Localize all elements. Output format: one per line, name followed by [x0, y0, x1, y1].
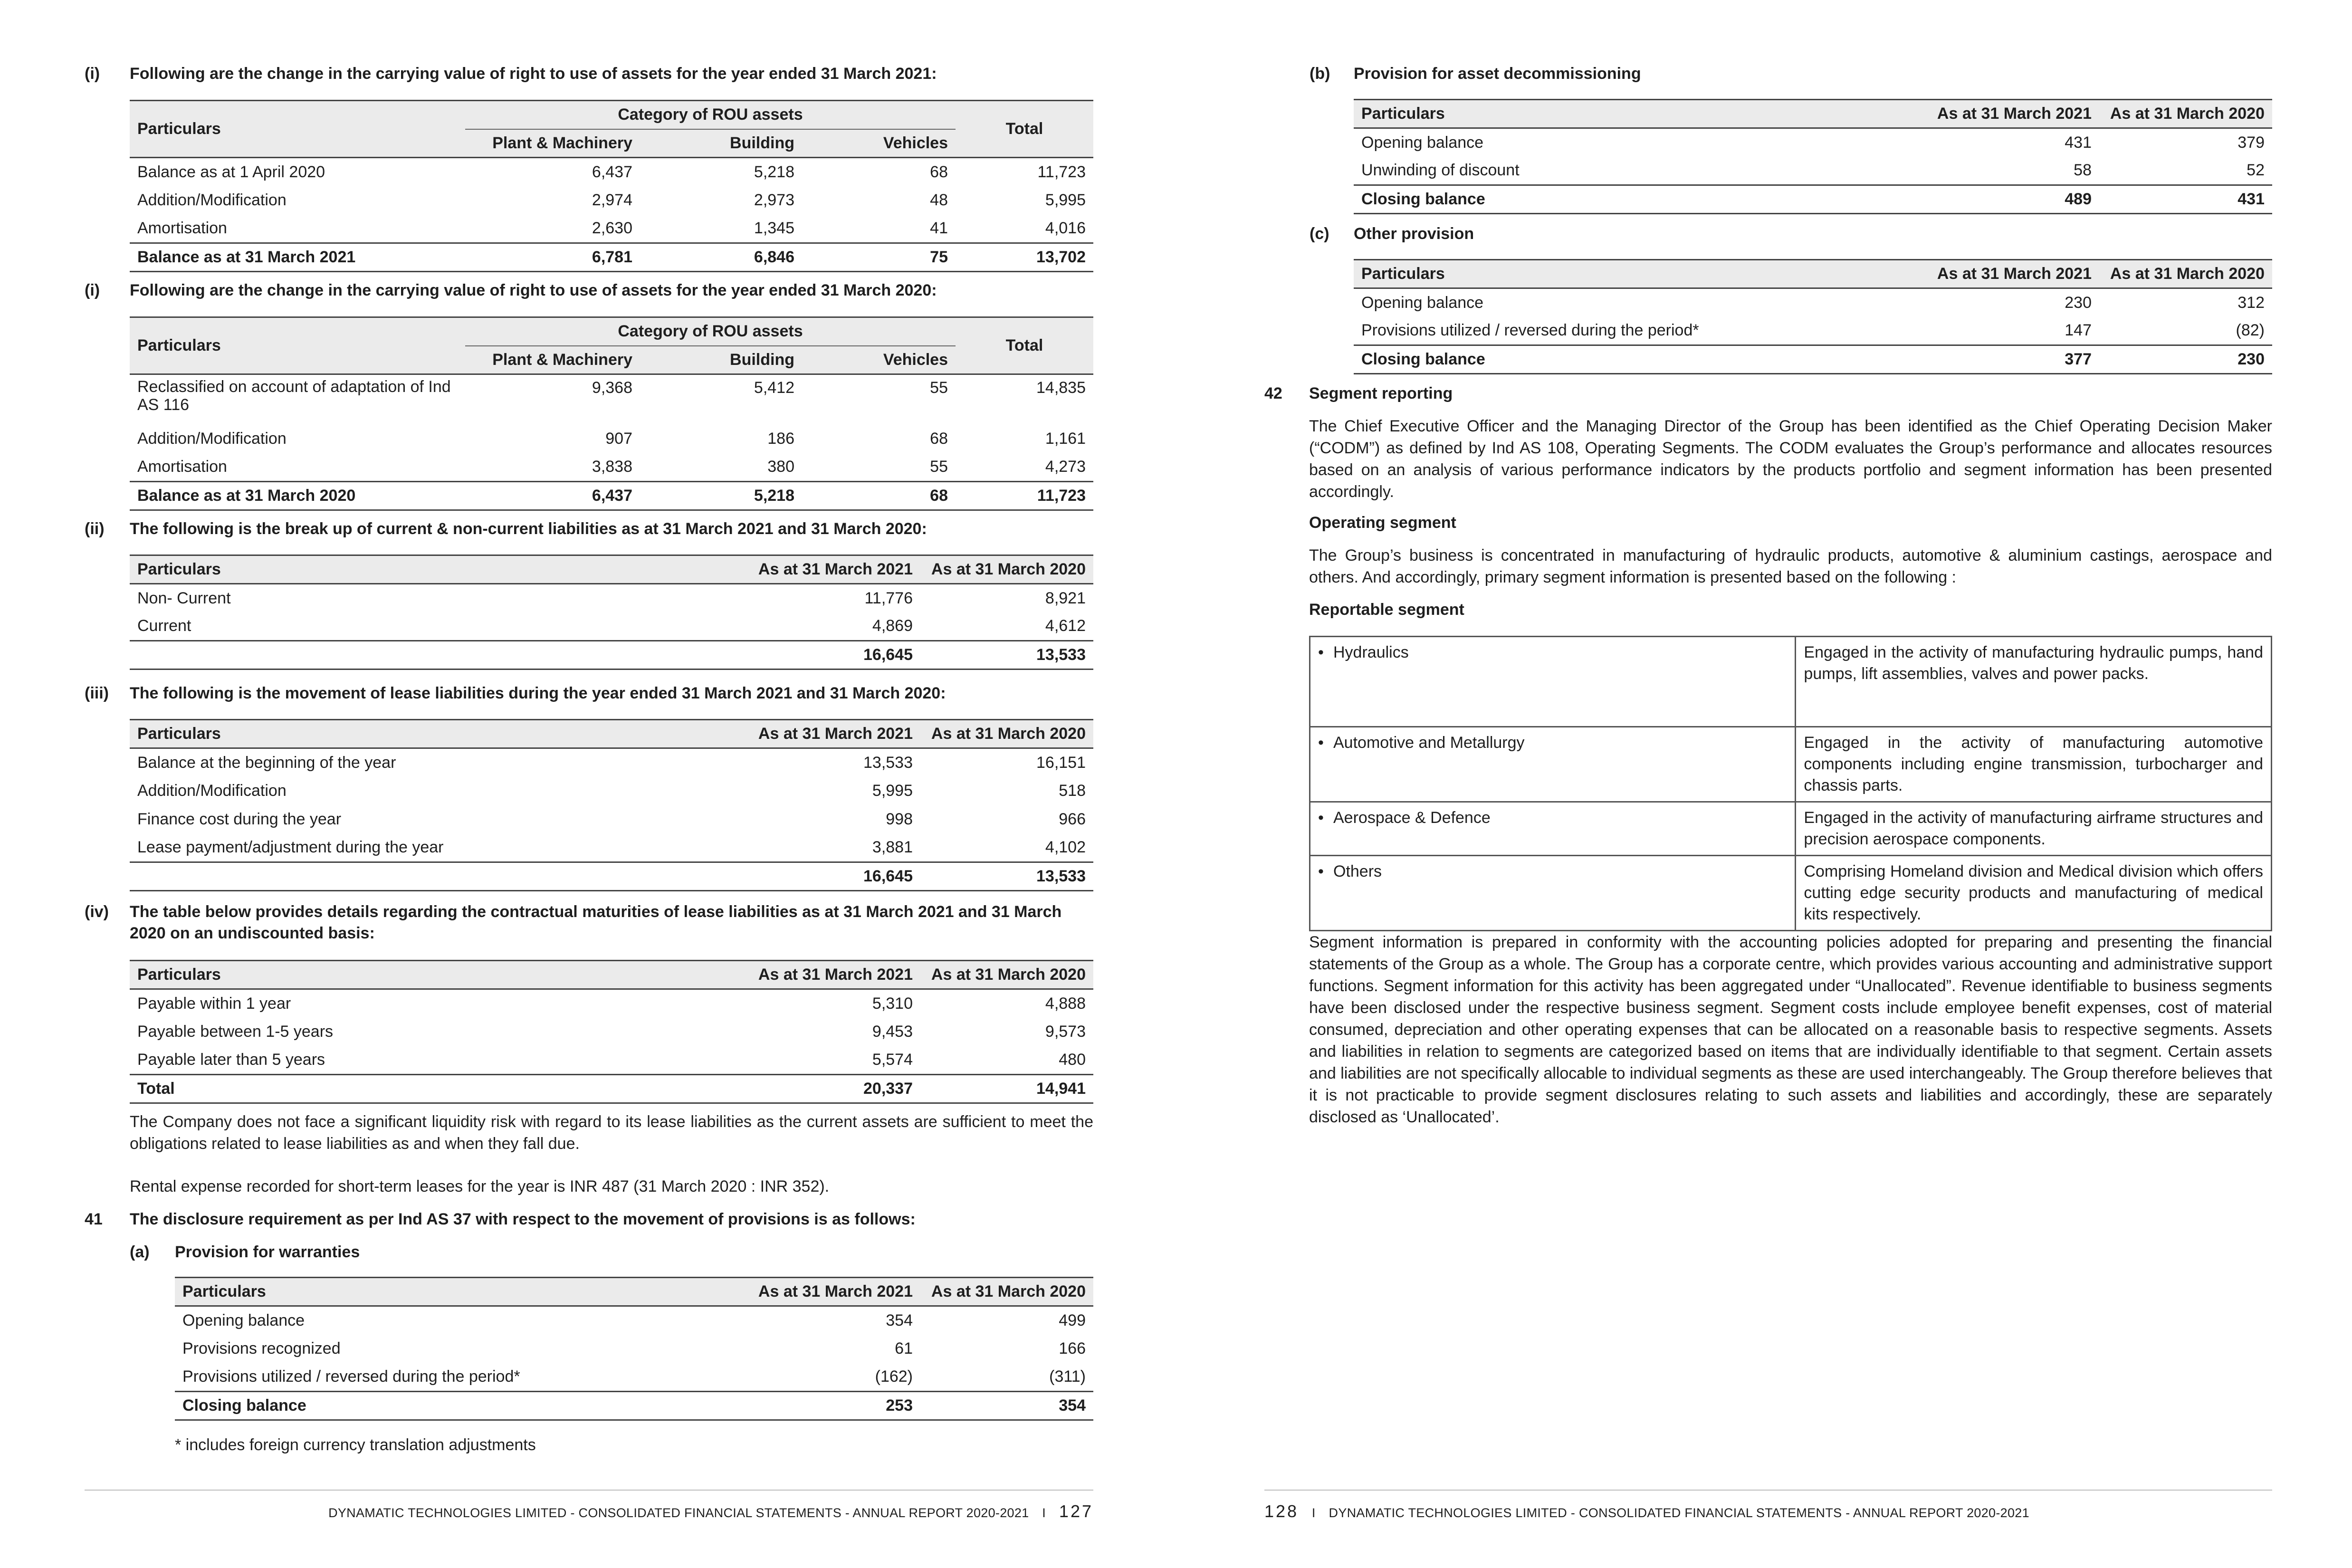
segment-row — [1310, 727, 2272, 802]
col-header: As at 31 March 2020 — [920, 720, 1093, 748]
row-label — [130, 862, 747, 891]
col-header: As at 31 March 2021 — [747, 555, 920, 584]
row-label: Current — [137, 617, 191, 635]
maturities-table — [130, 960, 1093, 1104]
table-row — [130, 186, 1093, 215]
row-label: Payable within 1 year — [137, 994, 291, 1013]
section-title: The table below provides details regarding the contractual maturities of lease liabilities as at 31 March 2021 and 31 March 2020 on an undiscounted basis: — [130, 903, 1062, 942]
warranties-table — [175, 1277, 1093, 1421]
col-header: Particulars — [130, 555, 747, 584]
cell-value: 253 — [747, 1392, 920, 1420]
cell-value: 9,453 — [872, 1023, 913, 1041]
cell-value: 9,573 — [1045, 1023, 1086, 1041]
col-header: Plant & Machinery — [465, 346, 640, 374]
row-label: Opening balance — [182, 1311, 305, 1329]
sub-title: Other provision — [1354, 225, 1474, 243]
cell-value: 6,781 — [465, 243, 640, 272]
table-row — [1354, 317, 2272, 345]
table-row — [130, 1018, 1093, 1046]
table-row — [130, 834, 1093, 862]
cell-value: 55 — [930, 379, 948, 397]
cell-value: 380 — [767, 458, 794, 476]
table-row — [130, 1046, 1093, 1075]
cell-value: 14,941 — [920, 1075, 1093, 1103]
cell-value: 4,273 — [1045, 458, 1086, 476]
cell-value: 2,630 — [592, 219, 632, 238]
table-row — [130, 805, 1093, 834]
lease-movement-table — [130, 719, 1093, 891]
cell-value: 6,437 — [465, 482, 640, 510]
page-number: 127 — [1059, 1501, 1093, 1521]
segment-row — [1310, 802, 2272, 856]
col-header: As at 31 March 2021 — [1926, 260, 2099, 288]
cell-value: 230 — [2065, 293, 2092, 312]
col-header: Total — [956, 101, 1093, 158]
cell-value: 431 — [2099, 185, 2272, 214]
cell-value: 58 — [2074, 161, 2092, 180]
col-header: Vehicles — [802, 129, 956, 158]
section-number: (iv) — [85, 903, 109, 921]
row-label: Balance as at 31 March 2021 — [130, 243, 465, 272]
table-row — [130, 777, 1093, 805]
cell-value: 230 — [2099, 345, 2272, 374]
row-label: Closing balance — [1354, 185, 1926, 214]
col-header: Building — [640, 346, 802, 374]
sub-title: Provision for asset decommissioning — [1354, 65, 1641, 83]
other-provision-heading — [1310, 223, 2260, 245]
maturities-heading — [85, 901, 1101, 944]
codm-paragraph: The Chief Executive Officer and the Managing Director of the Group has been identified as the Chief Operating Decision Maker (“CODM”) as defined by Ind AS 108, Operating Segments. The CODM evaluates the Group’s performance and allocates resources based on an analysis of various performance indicators by the products portfolio and segment information has been presented accordingly. — [1309, 417, 2272, 501]
cell-value: 5,412 — [754, 379, 794, 397]
row-label: Lease payment/adjustment during the year — [137, 838, 444, 857]
liabilities-breakup-heading — [85, 518, 1101, 540]
col-header: Particulars — [130, 317, 465, 374]
total-row — [130, 1075, 1093, 1103]
total-row — [175, 1392, 1093, 1420]
sub-number: (c) — [1310, 225, 1329, 243]
cell-value: 2,974 — [592, 191, 632, 209]
cell-value: 3,838 — [592, 458, 632, 476]
section-title: Following are the change in the carrying value of right to use of assets for the year ended 31 March 2021: — [130, 65, 937, 83]
footer — [328, 1501, 1093, 1521]
segment-name: Automotive and Metallurgy — [1333, 734, 1525, 752]
cell-value: 4,016 — [1045, 219, 1086, 238]
cell-value: 4,888 — [1045, 994, 1086, 1013]
footer-rule — [85, 1490, 1093, 1491]
cell-value: 480 — [1059, 1051, 1086, 1069]
cell-value: 518 — [1059, 782, 1086, 800]
cell-value: 75 — [802, 243, 956, 272]
footer-text: DYNAMATIC TECHNOLOGIES LIMITED - CONSOLIDATED FINANCIAL STATEMENTS - ANNUAL REPORT 2020-2021 — [328, 1506, 1029, 1520]
col-header: Total — [956, 317, 1093, 374]
segment-description: Comprising Homeland division and Medical division which offers cutting edge security products and manufacturing of medical kits respectively. — [1796, 856, 2272, 931]
cell-value: 55 — [930, 458, 948, 476]
table-row — [1354, 128, 2272, 157]
table-row — [175, 1363, 1093, 1392]
decommissioning-heading — [1310, 63, 2260, 85]
cell-value: 5,574 — [872, 1051, 913, 1069]
cell-value: 966 — [1059, 810, 1086, 828]
sub-number: (b) — [1310, 65, 1330, 83]
col-header: Particulars — [1354, 260, 1926, 288]
row-label: Unwinding of discount — [1361, 161, 1520, 180]
cell-value: (311) — [1049, 1367, 1086, 1386]
segment-description: Engaged in the activity of manufacturing hydraulic pumps, hand pumps, lift assemblies, valves and power packs. — [1796, 637, 2272, 727]
col-header: Particulars — [130, 720, 747, 748]
col-header: Vehicles — [802, 346, 956, 374]
cell-value: 6,437 — [592, 163, 632, 181]
row-label: Addition/Modification — [137, 191, 287, 209]
row-label: Provisions recognized — [182, 1339, 341, 1358]
col-header: As at 31 March 2020 — [2099, 260, 2272, 288]
total-row — [130, 482, 1093, 510]
note-number: 41 — [85, 1210, 103, 1228]
col-header: Category of ROU assets — [465, 317, 956, 346]
operating-segment-paragraph: The Group’s business is concentrated in manufacturing of hydraulic products, automotive & aluminium castings, aerospace and others. And accordingly, primary segment information is presented based on the following : — [1309, 546, 2272, 586]
liabilities-breakup-table — [130, 555, 1093, 670]
cell-value: 166 — [1059, 1339, 1086, 1358]
total-row — [130, 862, 1093, 891]
cell-value: 489 — [1926, 185, 2099, 214]
cell-value: 5,218 — [754, 163, 794, 181]
table-row — [130, 425, 1093, 453]
cell-value: 1,161 — [1045, 430, 1086, 448]
bullet-icon: • — [1318, 862, 1324, 880]
operating-segment-heading: Operating segment — [1309, 514, 1456, 532]
total-row — [130, 243, 1093, 272]
row-label: Balance as at 1 April 2020 — [137, 163, 325, 181]
row-label: Reclassified on account of adaptation of Ind AS 116 — [137, 378, 451, 414]
cell-value: 186 — [767, 430, 794, 448]
cell-value: 147 — [2065, 321, 2092, 340]
col-header: As at 31 March 2020 — [2099, 100, 2272, 128]
col-header: As at 31 March 2021 — [747, 1278, 920, 1306]
rou-2021-heading — [85, 63, 1101, 85]
cell-value: 52 — [2247, 161, 2265, 180]
cell-value: 68 — [802, 482, 956, 510]
page-number: 128 — [1264, 1501, 1299, 1521]
total-row — [130, 641, 1093, 669]
segment-description: Engaged in the activity of manufacturing airframe structures and precision aerospace components. — [1796, 802, 2272, 856]
total-row — [1354, 185, 2272, 214]
row-label: Opening balance — [1361, 133, 1484, 152]
cell-value: 48 — [930, 191, 948, 209]
cell-value: 16,645 — [747, 862, 920, 891]
segment-row — [1310, 856, 2272, 931]
cell-value: 16,151 — [1036, 753, 1086, 772]
cell-value: 4,869 — [872, 617, 913, 635]
sub-number: (a) — [130, 1243, 150, 1261]
col-header: Category of ROU assets — [465, 101, 956, 129]
table-row — [175, 1306, 1093, 1335]
row-label: Provisions utilized / reversed during the period* — [182, 1367, 520, 1386]
cell-value: 4,102 — [1045, 838, 1086, 857]
cell-value: 13,702 — [956, 243, 1093, 272]
table-row — [175, 1335, 1093, 1363]
reportable-segment-heading: Reportable segment — [1309, 601, 1464, 619]
segment-information-paragraph: Segment information is prepared in conformity with the accounting policies adopted for preparing and presenting the financial statements of the Group as a whole. The Group has a corporate centre, which provides various accounting and administrative support functions. Segment information for this activity has been aggregated under “Unallocated”. Revenue identifiable to business segments have been disclosed under the respective business segment. Segment costs include employee benefit expenses, cost of material consumed, depreciation and other operating expenses that can be allocated on a reasonable basis to respective segments. Assets and liabilities in relation to segments are categorized based on items that are individually identifiable to that segment. Certain assets and liabilities are not specifically allocable to individual segments as these are used interchangeably. The Group therefore believes that it is not practicable to provide segment disclosures relating to such assets and liabilities and accordingly, these are separately disclosed as ‘Unallocated’. — [1309, 933, 2272, 1126]
footer-separator: I — [1042, 1506, 1046, 1520]
note-title: Segment reporting — [1309, 384, 1453, 402]
table-row — [1354, 288, 2272, 317]
col-header: As at 31 March 2021 — [747, 720, 920, 748]
cell-value: 3,881 — [872, 838, 913, 857]
footer-separator: I — [1311, 1506, 1316, 1520]
cell-value: 354 — [920, 1392, 1093, 1420]
footnote: * includes foreign currency translation adjustments — [175, 1436, 536, 1454]
cell-value: 8,921 — [1045, 589, 1086, 607]
rou-2020-table — [130, 316, 1093, 511]
cell-value: 379 — [2237, 133, 2265, 152]
col-header: Particulars — [175, 1278, 747, 1306]
table-row — [130, 989, 1093, 1018]
cell-value: 68 — [930, 163, 948, 181]
cell-value: 13,533 — [863, 753, 913, 772]
row-label: Closing balance — [1354, 345, 1926, 374]
total-row — [1354, 345, 2272, 374]
section-title: The following is the movement of lease liabilities during the year ended 31 March 2021 and 31 March 2020: — [130, 684, 946, 702]
rental-expense-note: Rental expense recorded for short-term leases for the year is INR 487 (31 March 2020 : INR 352). — [130, 1177, 830, 1195]
table-row — [130, 584, 1093, 612]
table-row — [130, 374, 1093, 425]
cell-value: 41 — [930, 219, 948, 238]
rou-2020-heading — [85, 280, 1101, 301]
cell-value: (82) — [2236, 321, 2265, 340]
col-header: As at 31 March 2020 — [920, 1278, 1093, 1306]
cell-value: 9,368 — [592, 379, 632, 397]
liquidity-note: The Company does not face a significant liquidity risk with regard to its lease liabilities as the current assets are sufficient to meet the obligations related to lease liabilities as and when they fall due. — [130, 1113, 1093, 1153]
col-header: Particulars — [1354, 100, 1926, 128]
segment-row — [1310, 637, 2272, 727]
bullet-icon: • — [1318, 734, 1324, 752]
table-row — [130, 453, 1093, 482]
footer — [1264, 1501, 2029, 1521]
section-number: (iii) — [85, 684, 109, 702]
warranties-heading — [130, 1242, 1080, 1263]
row-label: Balance as at 31 March 2020 — [130, 482, 465, 510]
cell-value: 5,995 — [1045, 191, 1086, 209]
cell-value: 11,723 — [956, 482, 1093, 510]
row-label: Addition/Modification — [137, 430, 287, 448]
bullet-icon: • — [1318, 643, 1324, 661]
note-number: 42 — [1264, 384, 1282, 402]
row-label: Provisions utilized / reversed during the period* — [1361, 321, 1699, 340]
col-header: Plant & Machinery — [465, 129, 640, 158]
cell-value: 61 — [895, 1339, 913, 1358]
footer-rule — [1264, 1490, 2272, 1491]
col-header: Particulars — [130, 101, 465, 158]
decommissioning-table — [1354, 99, 2272, 214]
cell-value: 2,973 — [754, 191, 794, 209]
row-label: Payable between 1-5 years — [137, 1023, 334, 1041]
cell-value: 5,995 — [872, 782, 913, 800]
row-label: Amortisation — [137, 458, 227, 476]
section-number: (i) — [85, 65, 100, 83]
cell-value: 5,310 — [872, 994, 913, 1013]
row-label: Balance at the beginning of the year — [137, 753, 396, 772]
cell-value: 6,846 — [640, 243, 802, 272]
segment-name: Hydraulics — [1333, 643, 1409, 661]
footer-text: DYNAMATIC TECHNOLOGIES LIMITED - CONSOLIDATED FINANCIAL STATEMENTS - ANNUAL REPORT 2020-2021 — [1329, 1506, 2029, 1520]
cell-value: 16,645 — [747, 641, 920, 669]
row-label: Payable later than 5 years — [137, 1051, 325, 1069]
reportable-segment-table — [1309, 636, 2272, 931]
segment-name: Others — [1333, 862, 1382, 880]
segment-description: Engaged in the activity of manufacturing automotive components including engine transmission, turbocharger and chassis parts. — [1796, 727, 2272, 802]
col-header: As at 31 March 2021 — [1926, 100, 2099, 128]
rou-2021-table — [130, 100, 1093, 272]
cell-value: 907 — [605, 430, 632, 448]
cell-value: 68 — [930, 430, 948, 448]
segment-reporting-heading — [1264, 383, 2262, 404]
lease-movement-heading — [85, 683, 1101, 704]
cell-value: 998 — [886, 810, 913, 828]
other-provision-table — [1354, 259, 2272, 374]
col-header: Particulars — [130, 961, 747, 989]
cell-value: 13,533 — [920, 641, 1093, 669]
right-page — [1176, 0, 2352, 1568]
col-header: Building — [640, 129, 802, 158]
note-title: The disclosure requirement as per Ind AS 37 with respect to the movement of provisions is as follows: — [130, 1210, 916, 1228]
cell-value: 377 — [1926, 345, 2099, 374]
section-title: Following are the change in the carrying value of right to use of assets for the year ended 31 March 2020: — [130, 281, 937, 299]
row-label: Total — [130, 1075, 747, 1103]
cell-value: 11,723 — [1037, 163, 1086, 181]
cell-value: 354 — [886, 1311, 913, 1329]
row-label: Addition/Modification — [137, 782, 287, 800]
table-row — [130, 612, 1093, 641]
table-row — [130, 158, 1093, 186]
segment-name: Aerospace & Defence — [1333, 809, 1491, 827]
col-header: As at 31 March 2020 — [920, 961, 1093, 989]
row-label: Finance cost during the year — [137, 810, 342, 828]
cell-value: 312 — [2237, 293, 2265, 312]
table-row — [130, 215, 1093, 243]
col-header: As at 31 March 2021 — [747, 961, 920, 989]
bullet-icon: • — [1318, 809, 1324, 827]
table-row — [1354, 157, 2272, 185]
row-label: Closing balance — [175, 1392, 747, 1420]
cell-value: 20,337 — [747, 1075, 920, 1103]
col-header: As at 31 March 2020 — [920, 555, 1093, 584]
section-title: The following is the break up of current & non-current liabilities as at 31 March 2021 and 31 March 2020: — [130, 520, 927, 538]
cell-value: 5,218 — [640, 482, 802, 510]
provisions-heading — [85, 1209, 1101, 1230]
section-number: (i) — [85, 281, 100, 299]
cell-value: (162) — [875, 1367, 913, 1386]
table-row — [130, 748, 1093, 777]
cell-value: 431 — [2065, 133, 2092, 152]
row-label — [130, 641, 747, 669]
row-label: Non- Current — [137, 589, 231, 607]
cell-value: 13,533 — [920, 862, 1093, 891]
sub-title: Provision for warranties — [175, 1243, 360, 1261]
row-label: Amortisation — [137, 219, 227, 238]
cell-value: 499 — [1059, 1311, 1086, 1329]
cell-value: 14,835 — [1036, 379, 1086, 397]
cell-value: 1,345 — [754, 219, 794, 238]
cell-value: 4,612 — [1045, 617, 1086, 635]
row-label: Opening balance — [1361, 293, 1484, 312]
section-number: (ii) — [85, 520, 105, 538]
cell-value: 11,776 — [864, 589, 913, 607]
